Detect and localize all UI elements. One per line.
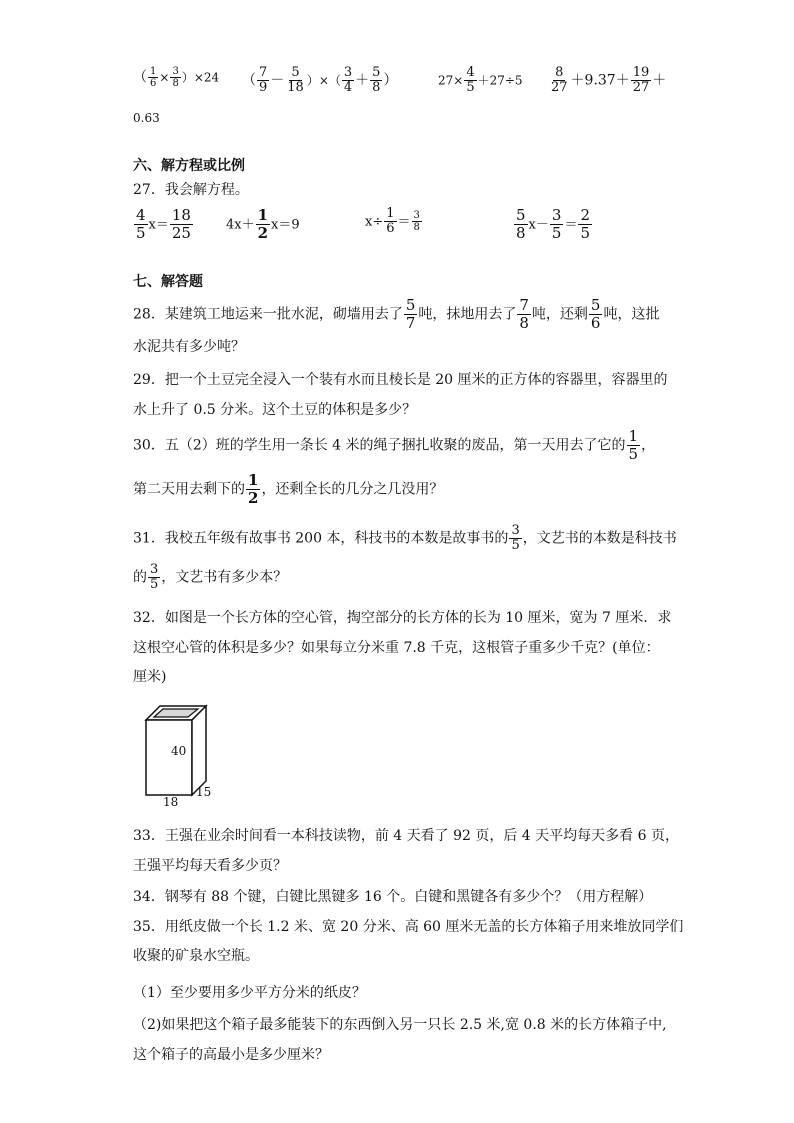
fraction: $\frac{5}{18}$	[287, 65, 304, 95]
question-29-line1: 29．把一个土豆完全浸入一个装有水而且棱长是 20 厘米的正方体的容器里，容器里的	[133, 372, 668, 388]
fraction: $\frac{3}{8}$	[413, 210, 420, 233]
fraction: $\frac{2}{5}$	[580, 206, 590, 242]
fraction: $\frac{1}{5}$	[628, 427, 639, 463]
equation-b: 4x＋ $\frac{1}{2}$ x＝9	[226, 206, 300, 242]
calc-4-wrap: 0.63	[133, 111, 160, 125]
fraction: $\frac{7}{9}$	[259, 65, 268, 95]
question-34: 34．钢琴有 88 个键，白键比黑键多 16 个。白键和黑键各有多少个？（用方程解）	[133, 889, 653, 905]
fraction: $\frac{1}{2}$	[257, 206, 269, 242]
question-33-line1: 33．王强在业余时间看一本科技读物，前 4 天看了 92 页，后 4 天平均每天多看 6 页，	[133, 828, 679, 844]
question-31-line1: 31．我校五年级有故事书 200 本，科技书的本数是故事书的 $\frac{3}{5}$ ，文艺书的本数是科技书	[133, 523, 677, 553]
fraction: $\frac{3}{5}$	[551, 206, 562, 242]
fraction: $\frac{5}{8}$	[516, 206, 526, 242]
fraction: $\frac{3}{4}$	[343, 65, 353, 95]
section-7-title: 七、解答题	[133, 274, 203, 290]
question-35-part1: （1）至少要用多少平方分米的纸皮？	[133, 985, 366, 1001]
question-33-line2: 王强平均每天看多少页？	[133, 858, 287, 874]
fraction: $\frac{5}{6}$	[590, 296, 601, 332]
fraction: $\frac{1}{6}$	[150, 66, 157, 89]
question-28-line1: 28．某建筑工地运来一批水泥，砌墙用去了 $\frac{5}{7}$ 吨，抹地用去了 $\frac{7}{8}$ 吨，还剩 $\frac{5}{6}$ 吨，这批	[133, 296, 660, 332]
question-35-part2-line1: （2)如果把这个箱子最多能装下的东西倒入另一只长 2.5 米,宽 0.8 米的长方体箱子中,	[133, 1017, 667, 1033]
equation-d: $\frac{5}{8}$ x－ $\frac{3}{5}$ ＝ $\frac{2}{5}$	[516, 206, 590, 242]
fraction: $\frac{4}{5}$	[466, 65, 475, 95]
question-32-line3: 厘米)	[133, 669, 167, 685]
fraction: $\frac{8}{27}$	[551, 65, 568, 95]
question-32-line2: 这根空心管的体积是多少？如果每立分米重 7.8 千克，这根管子重多少千克？(单位：	[133, 640, 660, 656]
height-label: 40	[171, 744, 187, 758]
fraction: $\frac{3}{5}$	[150, 562, 159, 592]
fraction: $\frac{3}{5}$	[511, 523, 520, 553]
fraction: $\frac{19}{27}$	[632, 65, 650, 95]
question-30-line1: 30．五（2）班的学生用一条长 4 米的绳子捆扎收聚的废品，第一天用去了它的 $\frac{1}{5}$ ，	[133, 427, 656, 463]
fraction: $\frac{7}{8}$	[519, 296, 529, 332]
fraction: $\frac{5}{8}$	[372, 65, 381, 95]
question-30-line2: 第二天用去剩下的 $\frac{1}{2}$ ，还剩全长的几分之几没用？	[133, 471, 444, 507]
equation-a: $\frac{4}{5}$ x＝ $\frac{18}{25}$	[136, 206, 191, 242]
question-29-line2: 水上升了 0.5 分米。这个土豆的体积是多少？	[133, 402, 417, 418]
fraction: $\frac{18}{25}$	[171, 206, 191, 242]
calc-4: $\frac{8}{27}$ ＋9.37＋ $\frac{19}{27}$ ＋	[551, 65, 667, 95]
fraction: $\frac{5}{7}$	[405, 296, 416, 332]
section-6-title: 六、解方程或比例	[133, 158, 245, 174]
equation-c: x÷ $\frac{1}{6}$ ＝ $\frac{3}{8}$	[365, 206, 420, 236]
fraction: $\frac{4}{5}$	[136, 206, 146, 242]
question-35-part2-line2: 这个箱子的高最小是多少厘米？	[133, 1047, 329, 1063]
question-35-line1: 35．用纸皮做一个长 1.2 米、宽 20 分米、高 60 厘米无盖的长方体箱子用来堆放同学们	[133, 919, 684, 935]
fraction: $\frac{1}{2}$	[248, 471, 259, 507]
fraction: $\frac{1}{6}$	[386, 206, 395, 236]
question-31-line2: 的 $\frac{3}{5}$ ，文艺书有多少本？	[133, 562, 288, 592]
question-32-line1: 32．如图是一个长方体的空心管，掏空部分的长方体的长为 10 厘米，宽为 7 厘米．求	[133, 610, 672, 626]
question-27: 27．我会解方程。	[133, 182, 249, 198]
calc-1: （ $\frac{1}{6}$ × $\frac{3}{8}$ ）×24	[133, 66, 220, 89]
width-label: 15	[196, 785, 212, 799]
calc-2: （ $\frac{7}{9}$ － $\frac{5}{18}$ ）×（ $\frac{3}{4}$ ＋ $\frac{5}{8}$ ）	[242, 65, 398, 95]
calc-3: 27× $\frac{4}{5}$ ＋27÷5	[438, 65, 523, 95]
length-label: 18	[163, 795, 179, 809]
question-28-line2: 水泥共有多少吨？	[133, 339, 245, 355]
question-35-line2: 收聚的矿泉水空瓶。	[133, 948, 259, 964]
fraction: $\frac{3}{8}$	[172, 66, 179, 89]
